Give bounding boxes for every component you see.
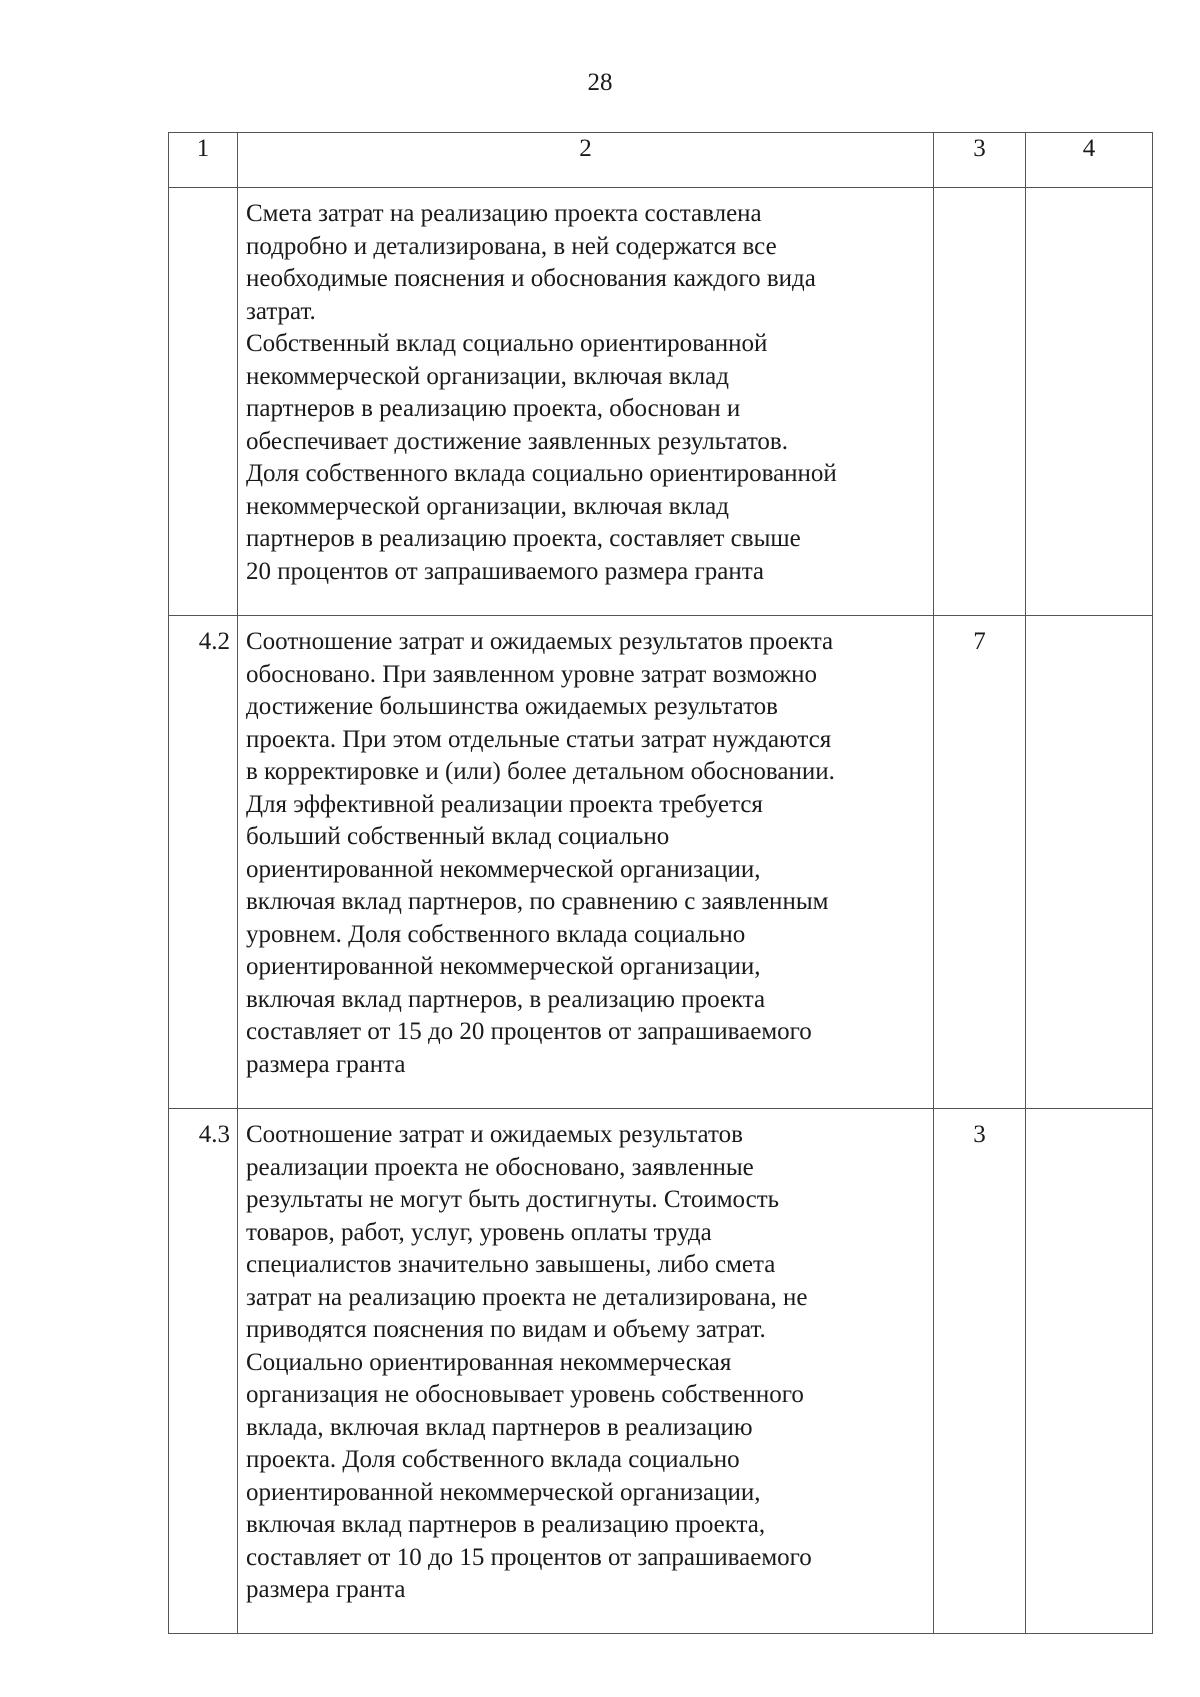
page-number: 28 bbox=[587, 69, 613, 96]
table-row bbox=[169, 188, 1153, 616]
row-number bbox=[169, 188, 238, 616]
row-number: 4.3 bbox=[169, 1109, 238, 1634]
column-4-cell bbox=[1026, 188, 1153, 616]
criteria-table bbox=[168, 132, 1153, 1634]
row-number: 4.2 bbox=[169, 616, 238, 1109]
criterion-description: Соотношение затрат и ожидаемых результатов проекта обосновано. При заявленном уровне затрат возможно достижение большинства ожидаемых результатов проекта. При этом отдельные статьи затрат нуждаются в корректировке и (или) более детальном обосновании. Для эффективной реализации проекта требуется больший собственный вклад социально ориентированной некоммерческой организации, включая вклад партнеров, по сравнению с заявленным уровнем. Доля собственного вклада социально ориентированной некоммерческой организации, включая вклад партнеров, в реализацию проекта составляет от 15 до 20 процентов от запрашиваемого размера гранта bbox=[238, 616, 934, 1109]
criterion-description: Смета затрат на реализацию проекта составлена подробно и детализирована, в ней содержатся все необходимые пояснения и обоснования каждого вида затрат. Собственный вклад социально ориентированной некоммерческой организации, включая вклад партнеров в реализацию проекта, обоснован и обеспечивает достижение заявленных результатов. Доля собственного вклада социально ориентированной некоммерческой организации, включая вклад партнеров в реализацию проекта, составляет свыше 20 процентов от запрашиваемого размера гранта bbox=[238, 188, 934, 616]
column-header: 2 bbox=[238, 133, 934, 188]
column-4-cell bbox=[1026, 616, 1153, 1109]
score-cell bbox=[934, 188, 1026, 616]
column-header: 3 bbox=[934, 133, 1026, 188]
column-4-cell bbox=[1026, 1109, 1153, 1634]
table-row bbox=[169, 616, 1153, 1109]
column-header: 1 bbox=[169, 133, 238, 188]
score-cell: 7 bbox=[934, 616, 1026, 1109]
column-header: 4 bbox=[1026, 133, 1153, 188]
criterion-description: Соотношение затрат и ожидаемых результатов реализации проекта не обосновано, заявленные результаты не могут быть достигнуты. Стоимость товаров, работ, услуг, уровень оплаты труда специалистов значительно завышены, либо смета затрат на реализацию проекта не детализирована, не приводятся пояснения по видам и объему затрат. Социально ориентированная некоммерческая организация не обосновывает уровень собственного вклада, включая вклад партнеров в реализацию проекта. Доля собственного вклада социально ориентированной некоммерческой организации, включая вклад партнеров в реализацию проекта, составляет от 10 до 15 процентов от запрашиваемого размера гранта bbox=[238, 1109, 934, 1634]
table-row bbox=[169, 1109, 1153, 1634]
table-header-row bbox=[169, 133, 1153, 188]
score-cell: 3 bbox=[934, 1109, 1026, 1634]
